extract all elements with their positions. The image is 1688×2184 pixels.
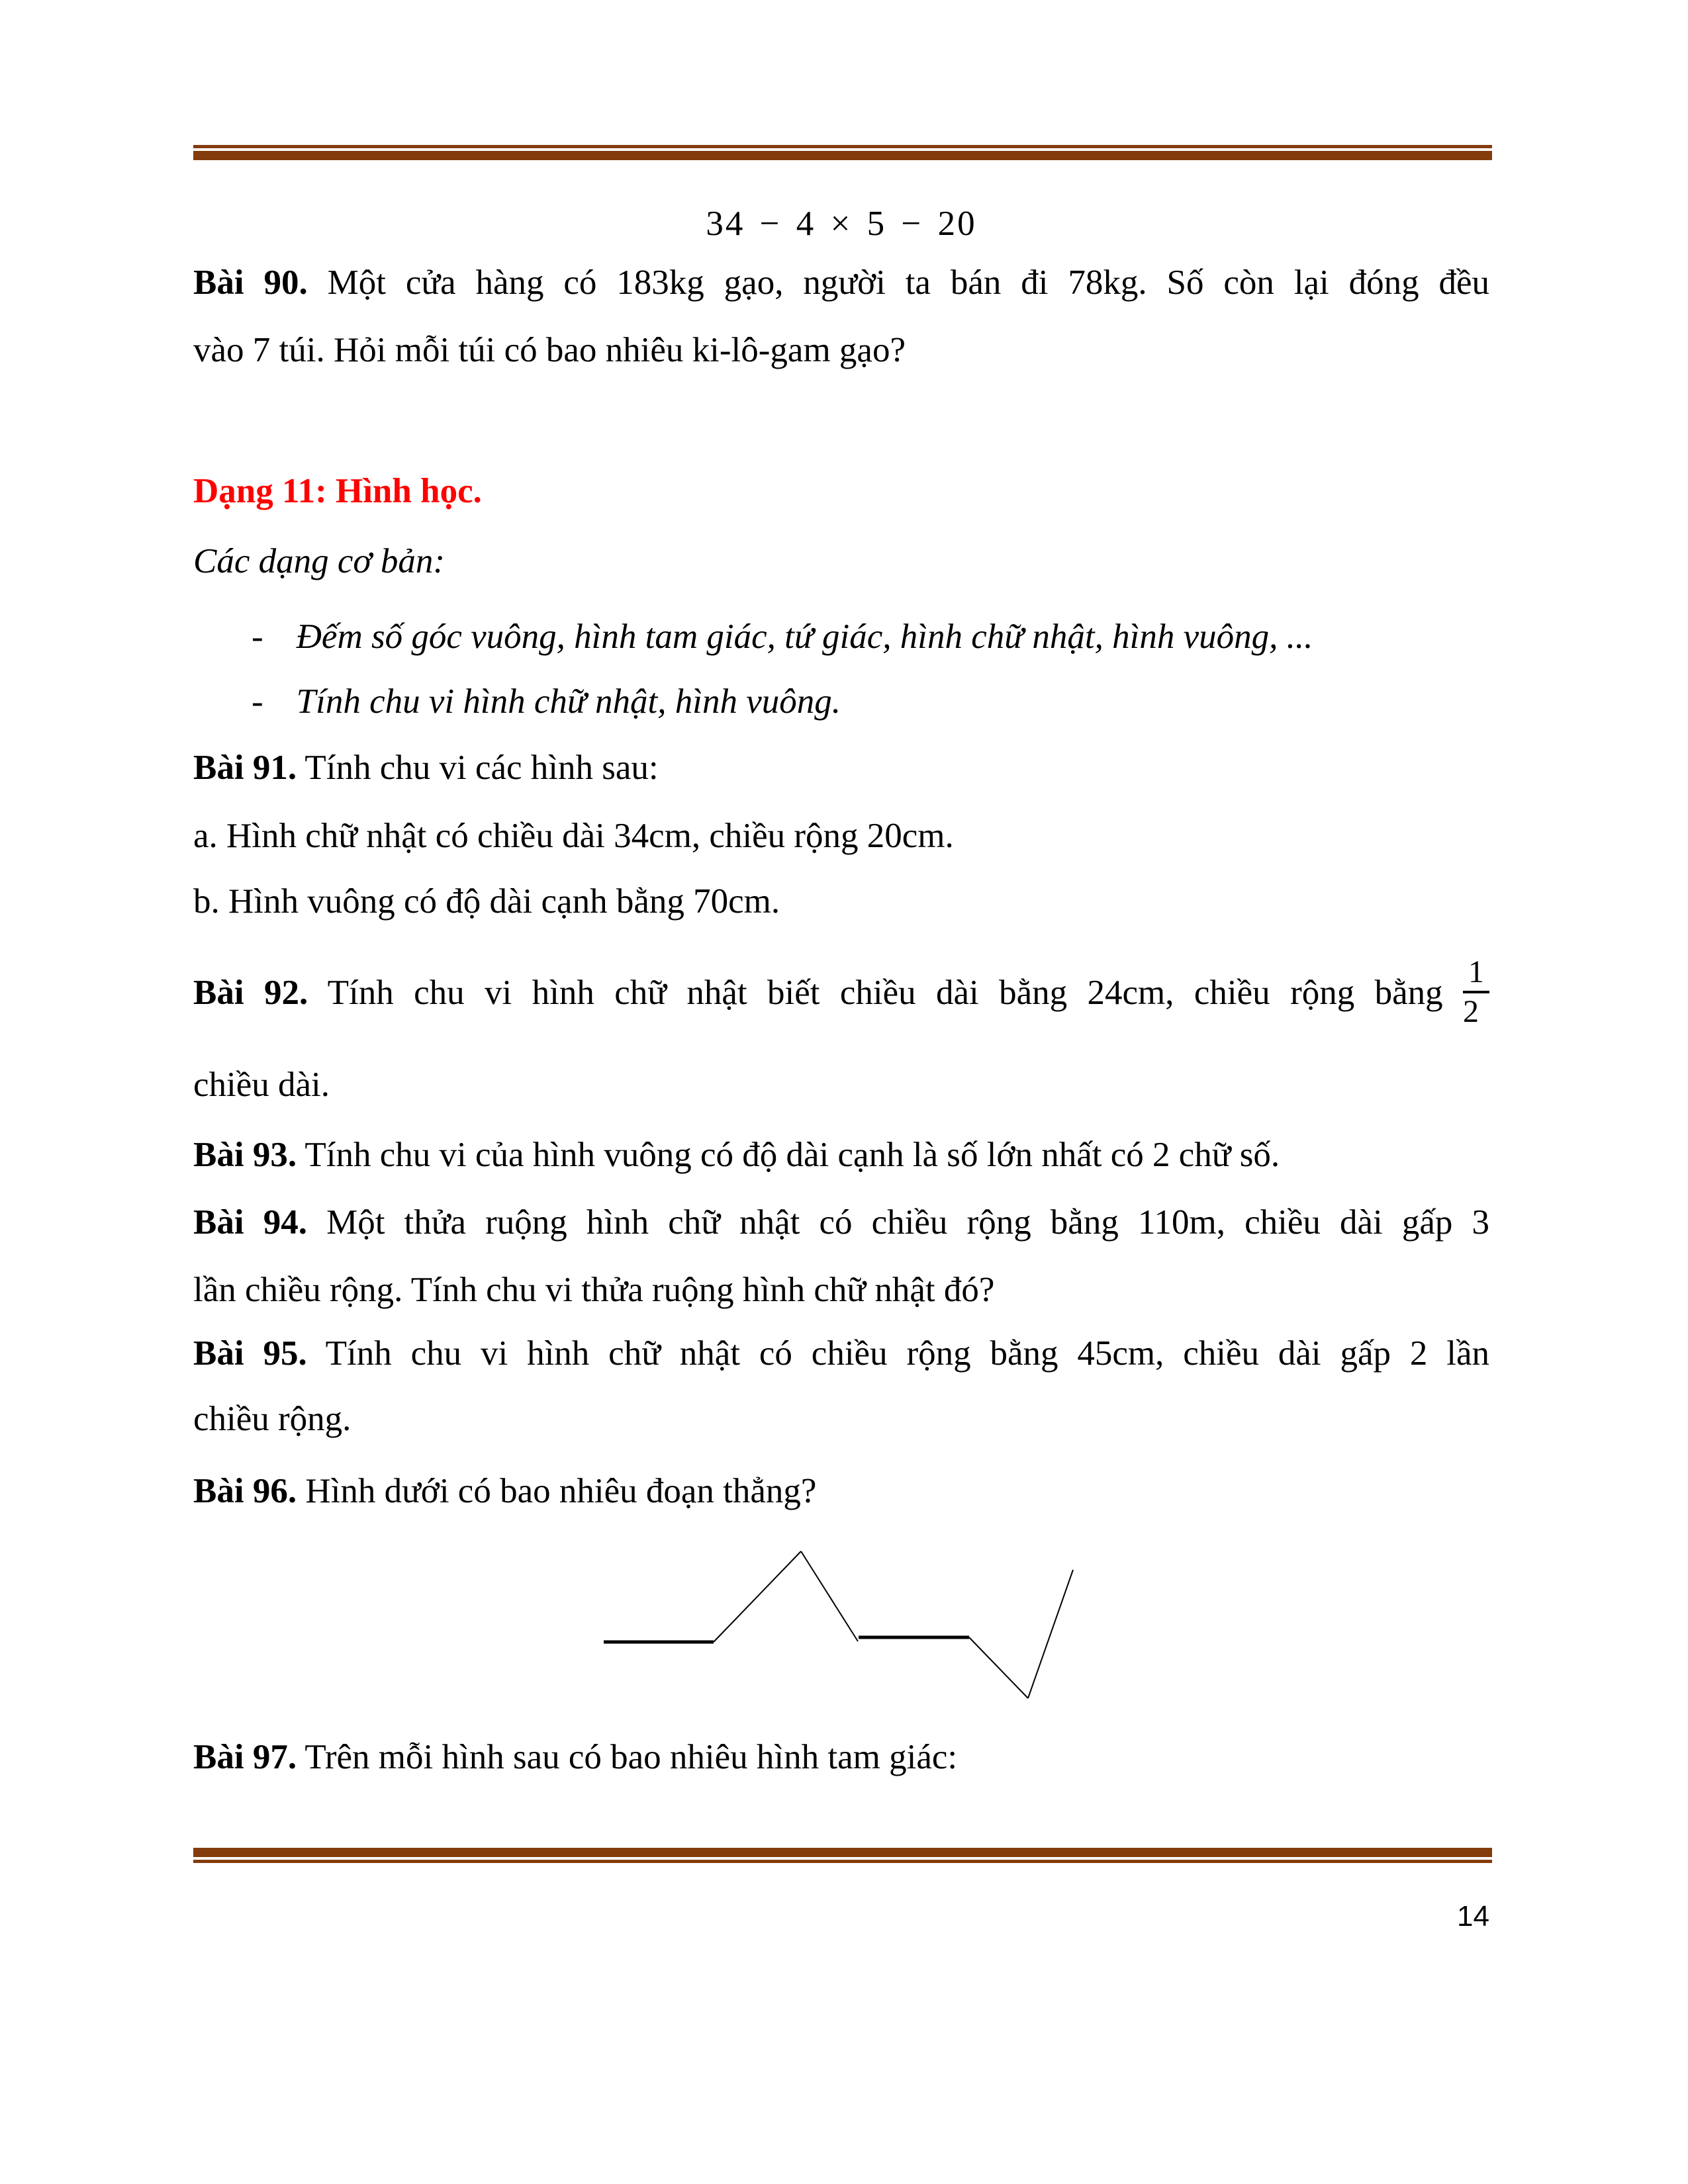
zigzag-segment-3 xyxy=(801,1551,858,1641)
bai-95-line-1 xyxy=(193,1319,1489,1388)
bai-93-text-0: Bài 93. xyxy=(193,1136,297,1174)
bai-92-line-1-text-0: Bài 92. xyxy=(193,974,308,1012)
bai-91-text-1: Tính chu vi các hình sau: xyxy=(297,749,659,787)
bai-90-line-1-text-1: Một cửa hàng có 183kg gạo, người ta bán đi 78kg. Số còn lại đóng đều xyxy=(307,263,1490,302)
bai-96 xyxy=(193,1457,1489,1525)
bai-95-line-1-text-0: Bài 95. xyxy=(193,1334,307,1373)
bai-94-line-1-text-0: Bài 94. xyxy=(193,1203,307,1242)
bullet-tinh-chu-vi xyxy=(193,667,1489,736)
bai-95-line-2-text-0: chiều rộng. xyxy=(193,1400,352,1438)
cac-dang-co-ban-text-0: Các dạng cơ bản: xyxy=(193,542,445,580)
bai-92-line-1-fraction-numerator: 1 xyxy=(1463,955,1489,993)
bai-94-line-2 xyxy=(193,1255,1489,1324)
zigzag-figure xyxy=(583,1542,1099,1717)
bai-90-line-2-text-0: vào 7 túi. Hỏi mỗi túi có bao nhiêu ki-lô-gam gạo? xyxy=(193,331,906,369)
header-rule-thin xyxy=(193,145,1492,148)
bai-93 xyxy=(193,1120,1489,1189)
bai-92-line-2 xyxy=(193,1050,1489,1119)
zigzag-segment-5 xyxy=(969,1637,1028,1698)
bullet-tinh-chu-vi-text-0: Tính chu vi hình chữ nhật, hình vuông. xyxy=(296,682,841,721)
footer-rule-thin xyxy=(193,1860,1492,1863)
bai-94-line-1 xyxy=(193,1188,1489,1257)
bai-91-text-0: Bài 91. xyxy=(193,749,297,787)
bai-97-text-0: Bài 97. xyxy=(193,1738,297,1776)
bai-91-item-b xyxy=(193,867,1489,936)
bai-94-line-1-text-1: Một thửa ruộng hình chữ nhật có chiều rộng bằng 110m, chiều dài gấp 3 xyxy=(306,1203,1489,1242)
bai-90-line-2 xyxy=(193,316,1489,385)
zigzag-figure-svg xyxy=(583,1542,1099,1714)
math-expression-text-0: 34 − 4 × 5 − 20 xyxy=(706,205,977,243)
bai-93-text-1: Tính chu vi của hình vuông có độ dài cạnh là số lớn nhất có 2 chữ số. xyxy=(297,1136,1280,1174)
bai-92-line-1-fraction-denominator: 2 xyxy=(1463,993,1479,1029)
bai-91-item-b-text-0: b. Hình vuông có độ dài cạnh bằng 70cm. xyxy=(193,882,780,921)
bullet-dem-so-goc-vuong-dash: - xyxy=(252,617,263,656)
bai-95-line-2 xyxy=(193,1385,1489,1453)
header-rule-thick xyxy=(193,151,1492,160)
bullet-dem-so-goc-vuong-text-0: Đếm số góc vuông, hình tam giác, tứ giác, hình chữ nhật, hình vuông, ... xyxy=(296,617,1313,656)
bai-91 xyxy=(193,733,1489,802)
bullet-tinh-chu-vi-dash: - xyxy=(252,682,263,721)
bai-90-line-1-text-0: Bài 90. xyxy=(193,263,308,302)
footer-rule-thick xyxy=(193,1848,1492,1857)
bai-95-line-1-text-1: Tính chu vi hình chữ nhật có chiều rộng bằng 45cm, chiều dài gấp 2 lần xyxy=(306,1334,1489,1373)
zigzag-segment-6 xyxy=(1028,1570,1073,1698)
page-number: 14 xyxy=(1457,1900,1489,1933)
bai-94-line-2-text-0: lần chiều rộng. Tính chu vi thửa ruộng hình chữ nhật đó? xyxy=(193,1271,995,1309)
bai-92-line-2-text-0: chiều dài. xyxy=(193,1066,330,1104)
cac-dang-co-ban xyxy=(193,527,1489,596)
bai-92-line-1 xyxy=(193,954,1489,1029)
bai-97 xyxy=(193,1723,1489,1792)
bullet-dem-so-goc-vuong xyxy=(193,602,1489,671)
bai-97-text-1: Trên mỗi hình sau có bao nhiêu hình tam giác: xyxy=(297,1738,958,1776)
bai-92-line-1-text-1: Tính chu vi hình chữ nhật biết chiều dài bằng 24cm, chiều rộng bằng xyxy=(308,974,1443,1012)
bai-90-line-1 xyxy=(193,248,1489,317)
bai-96-text-1: Hình dưới có bao nhiêu đoạn thẳng? xyxy=(297,1472,817,1510)
bai-92-line-1-fraction xyxy=(1463,955,1489,1029)
bai-91-item-a xyxy=(193,801,1489,870)
bai-91-item-a-text-0: a. Hình chữ nhật có chiều dài 34cm, chiều rộng 20cm. xyxy=(193,817,954,855)
heading-dang-11 xyxy=(193,457,1489,525)
heading-dang-11-text-0: Dạng 11: Hình học. xyxy=(193,472,482,510)
bai-96-text-0: Bài 96. xyxy=(193,1472,297,1510)
zigzag-segment-2 xyxy=(714,1551,801,1642)
